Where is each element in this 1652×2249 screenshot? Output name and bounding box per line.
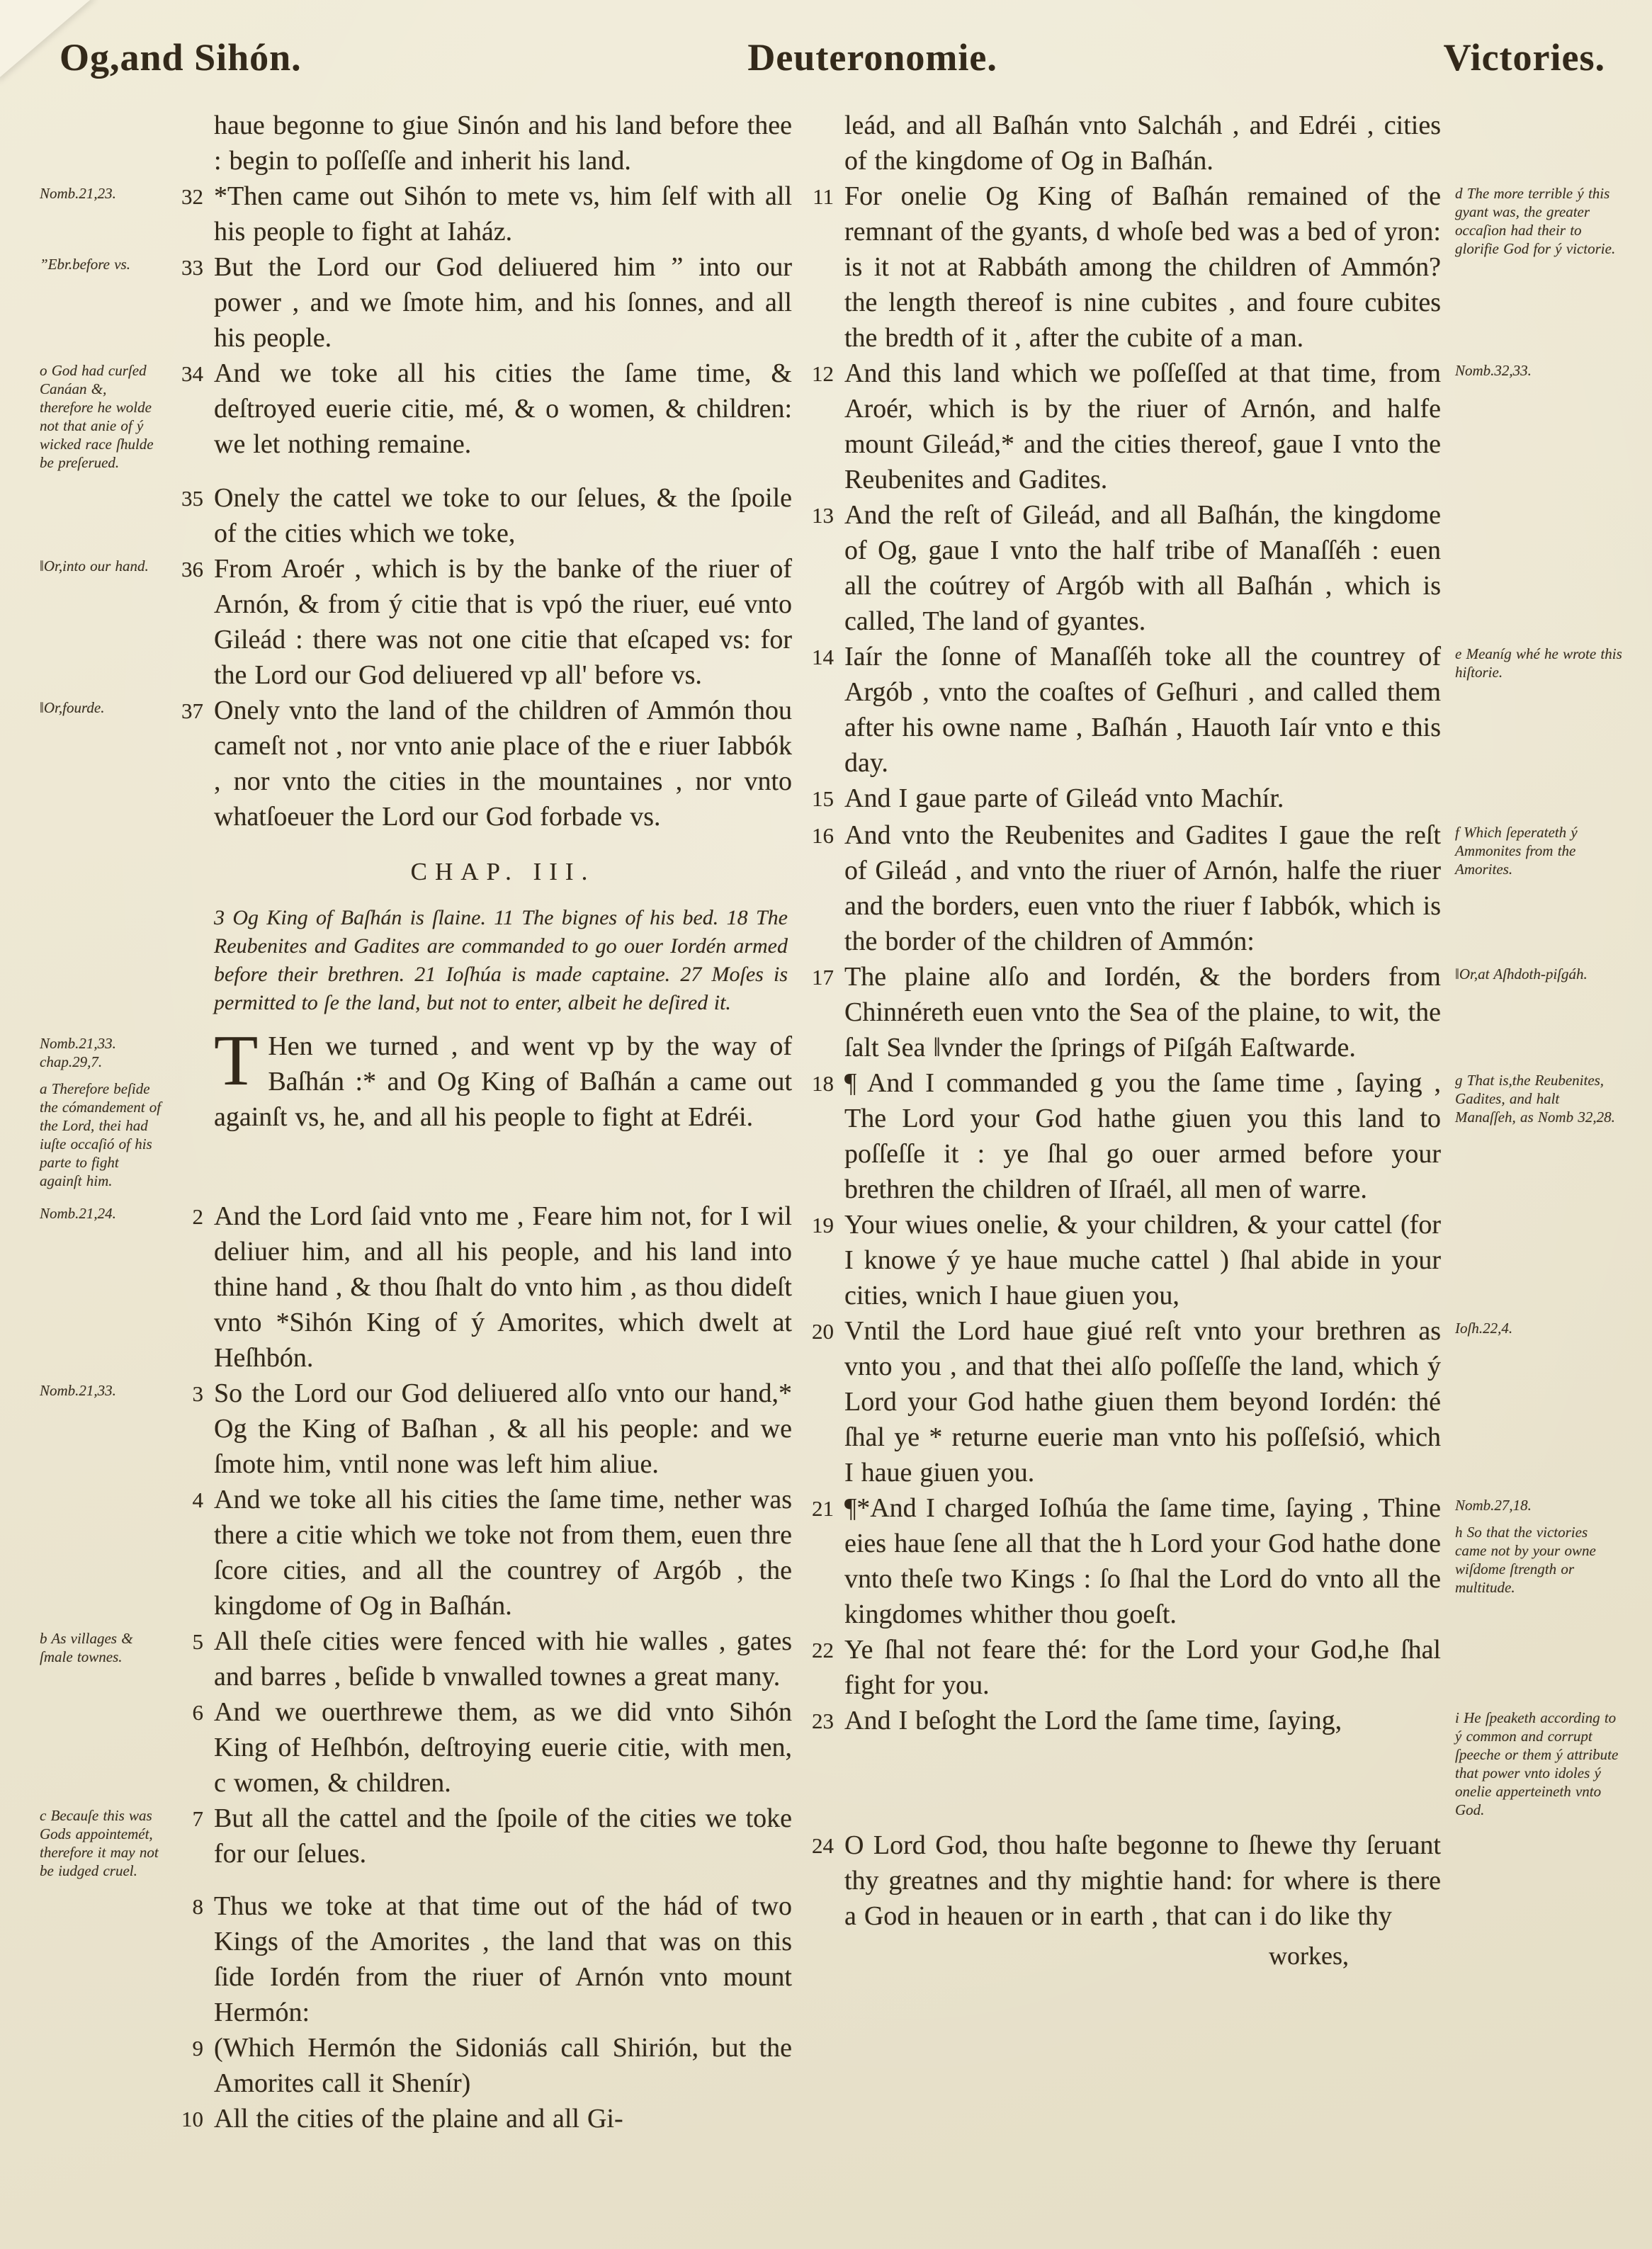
verse-body [173,1482,792,1624]
verse-number: 6 [192,1700,203,1725]
running-head-right: Victories. [1443,36,1605,79]
verse-body [173,179,792,249]
verse-block [37,179,792,249]
verse-number: 17 [812,965,834,990]
margin-note: b As villages & ſmale townes. [40,1630,133,1665]
verse-text: All theſe cities were fenced with hie walles , gates and barres , beſide b vnwalled townes a great many. [214,1626,792,1692]
chapter-heading: CHAP. III. [410,858,596,885]
margin-note-gutter [1445,959,1624,1065]
verse-body [803,179,1441,356]
verse-text: Iaír the ſonne of Manaſſéh toke all the countrey of Argób , vnto the coaſtes of Geſhuri , and called them after his owne name , Baſhán , Hauoth Iaír vnto e this day. [844,642,1441,778]
margin-note: ”Ebr.before vs. [40,256,130,273]
verse-body [173,108,792,179]
margin-note-gutter [37,1199,169,1376]
margin-note-gutter [37,249,169,356]
verse-number: 12 [812,361,834,386]
margin-note: i He ſpeaketh according to ý common and corrupt ſpeeche or them ý attribute that power vnto idoles ý onelie apperteineth vnto God. [1455,1709,1619,1818]
verse-body [803,1703,1441,1828]
verse-number: 37 [181,698,203,723]
verse [803,1065,1441,1207]
verse-block [803,356,1624,497]
drop-cap-initial: T [214,1021,259,1101]
verse-text: *Then came out Sihón to mete vs, him ſelf with all his people to fight at Iaház. [214,181,792,247]
margin-note-gutter [37,108,169,179]
verse-text: For onelie Og King of Baſhán remained of the remnant of the gyants, d whoſe bed was a bed of yron: is it not at Rabbáth among the children of Ammón? the length thereof is nine cubites , and foure cubites the bredth of it , after the cubite of a man. [844,181,1441,353]
verse-block [37,1801,792,1888]
para-block [803,108,1624,179]
verse-number: 13 [812,503,834,528]
margin-note-gutter [37,1801,169,1888]
verse-body [173,901,792,1029]
margin-note-gutter [37,480,169,551]
verse-body [803,1065,1441,1207]
verse [803,959,1441,1065]
verse-text: And we ouerthrewe them, as we did vnto Sihón King of Heſhbón, deſtroying euerie citie, with men, c women, & children. [214,1697,792,1798]
running-head [60,35,1605,79]
verse-text: From Aroér , which is by the banke of the riuer of Arnón, & from ý citie that is vpó the riuer, eué vnto Gileád : there was not one citie that eſcaped vs: for the Lord our God deliuered vp all' before vs. [214,554,792,690]
verse-body [803,1828,1441,1934]
verse-number: 9 [192,2036,203,2061]
verse-text: haue begonne to giue Sinón and his land before thee : begin to poſſeſſe and inherit his land. [214,111,792,176]
verse-text: T Hen we turned , and went vp by the way of Baſhán :* and Og King of Baſhán a came out againſt vs, he, and all his people to fight at Edréi. [214,1021,792,1132]
margin-note: f Which ſeperateth ý Ammonites from the Amorites. [1455,824,1578,878]
verse-block [803,1490,1624,1632]
chapter-block [37,834,792,901]
verse-text: Ye ſhal not feare thé: for the Lord your God,he ſhal fight for you. [844,1635,1441,1700]
margin-note: Nomb.21,24. [40,1205,116,1222]
verse-block [37,1624,792,1694]
verse-body [173,1376,792,1482]
verse-block [803,959,1624,1065]
verse-body [173,1694,792,1801]
margin-note: h So that the victories came not by your owne wiſdome ſtrength or multitude. [1455,1524,1596,1596]
verse-block [803,1828,1624,1934]
verse-text: Thus we toke at that time out of the hád of two Kings of the Amorites , the land that was on this ſide Iordén from the riuer of Arnón vnto mount Hermón: [214,1891,792,2027]
verse-block [37,2101,792,2138]
verse-number: 7 [192,1806,203,1831]
verse-block [37,249,792,356]
verse [173,693,792,834]
margin-note-gutter [1445,108,1624,179]
verse [803,1632,1441,1703]
verse-number: 20 [812,1319,834,1344]
verse-body [803,1313,1441,1490]
verse-body [173,1021,792,1199]
running-head-left: Og,and Sihón. [60,36,302,79]
margin-note-gutter [37,2030,169,2101]
verse-body [803,959,1441,1065]
verse-text: leád, and all Baſhán vnto Salcháh , and Edréi , cities of the kingdome of Og in Baſhán. [844,111,1441,176]
verse [173,1021,792,1135]
margin-note-gutter [1445,1632,1624,1703]
verse-body [173,693,792,834]
verse-number: 8 [192,1894,203,1919]
margin-note-gutter [37,179,169,249]
verse-body [173,249,792,356]
verse-body [173,1888,792,2030]
verse-text: O Lord God, thou haſte begonne to ſhewe thy ſeruant thy greatnes and thy mightie hand: for where is there a God in heauen or in earth , that can i do like thy [844,1830,1441,1931]
verse-block [803,639,1624,781]
verse-number [803,108,844,179]
margin-note-gutter [1445,781,1624,817]
left-column [37,108,792,2138]
verse-number: 5 [192,1629,203,1654]
verse-number: 23 [812,1709,834,1733]
verse-block [37,1021,792,1199]
verse-number: 11 [813,184,834,209]
verse-text: And I beſoght the Lord the ſame time, ſaying, [844,1706,1342,1735]
margin-note-gutter [37,1376,169,1482]
verse [803,356,1441,497]
verse [173,480,792,551]
margin-note: g That is,the Reubenites, Gadites, and halt Manaſſeh, as Nomb 32,28. [1455,1072,1615,1126]
verse-text: And I gaue parte of Gileád vnto Machír. [844,783,1284,813]
verse-number [173,1029,214,1135]
verse [173,1624,792,1694]
margin-note: Nomb.21,23. [40,185,116,202]
summary-block [37,901,792,1029]
margin-note: ‖Or,fourde. [40,699,105,716]
verse [173,249,792,356]
para-block [37,108,792,179]
margin-note-gutter [37,901,169,1029]
verse-number: 33 [181,255,203,280]
margin-note-gutter [1445,1065,1624,1207]
catchword: workes, [1269,1942,1349,1970]
verse-text: And the Lord ſaid vnto me , Feare him not, for I wil deliuer him, and all his people, and his land into thine hand , & thou ſhalt do vnto him , as thou dideſt vnto *Sihón King of ý Amorites, which dwelt at Heſhbón. [214,1201,792,1373]
right-column [803,108,1624,2138]
margin-note-gutter [37,2101,169,2138]
verse-block [37,1482,792,1624]
verse-block [37,1199,792,1376]
verse-number: 16 [812,823,834,848]
margin-note-gutter [37,1029,169,1199]
verse-block [37,693,792,834]
verse-number [173,108,214,179]
margin-note-gutter [1445,639,1624,781]
verse-text: All the cities of the plaine and all Gi- [214,2104,623,2134]
verse-body [173,2101,792,2138]
verse-block [803,1313,1624,1490]
verse-number: 22 [812,1638,834,1662]
verse-body [803,781,1441,817]
verse-block [803,781,1624,817]
verse-number: 18 [812,1071,834,1096]
verse-block [803,497,1624,639]
verse [173,2030,792,2101]
verse [803,1490,1441,1632]
verse-text: Your wiues onelie, & your children, & your cattel (for I knowe ý ye haue muche cattel ) ſhal abide in your cities, wnich I haue giuen you, [844,1210,1441,1310]
margin-note: Ioſh.22,4. [1455,1320,1513,1337]
margin-note-gutter [1445,1207,1624,1313]
verse [803,1828,1441,1934]
verse-block [803,1207,1624,1313]
verse-text: And we toke all his cities the ſame time, & deſtroyed euerie citie, mé, & o women, & children: we let nothing remaine. [214,358,792,459]
verse-block [37,1694,792,1801]
verse-number: 4 [192,1488,203,1512]
verse-body [173,551,792,693]
verse-block [37,2030,792,2101]
margin-note: Nomb.27,18. [1455,1497,1532,1514]
verse [803,639,1441,781]
margin-note-gutter [1445,1934,1624,1973]
verse-text: ¶ And I commanded g you the ſame time , ſaying , The Lord your God hathe giuen you this land to poſſeſſe it : ye ſhal go ouer armed before your brethren the children of Iſraél, all men of warre. [844,1068,1441,1204]
verse-number: 14 [812,645,834,669]
margin-note-gutter [37,1694,169,1801]
verse-body [173,1624,792,1694]
verse-text: The plaine alſo and Iordén, & the borders from Chinnéreth euen vnto the Sea of the plaine, to wit, the ſalt Sea ‖vnder the ſprings of Piſgáh Eaſtwarde. [844,962,1441,1063]
verse-body [803,356,1441,497]
verse-text: So the Lord our God deliuered alſo vnto our hand,* Og the King of Baſhan , & all his people: and we ſmote him, vntil none was left him aliue. [214,1378,792,1479]
verse-number: 19 [812,1213,834,1237]
verse-body [803,497,1441,639]
verse-body [173,2030,792,2101]
margin-note-gutter [1445,179,1624,356]
verse-block [803,179,1624,356]
verse [173,108,792,179]
margin-note: d The more terrible ý this gyant was, the greater occaſion had their to glorifie God for ý victorie. [1455,185,1616,257]
verse-text: Onely vnto the land of the children of Ammón thou cameſt not , nor vnto anie place of the e riuer Iabbók , nor vnto the cities in the mountaines , nor vnto whatſoeuer the Lord our God forbade vs. [214,696,792,832]
verse-number: 10 [181,2107,203,2131]
verse [173,1888,792,2030]
verse [803,817,1441,959]
margin-note-gutter [37,834,169,901]
page-body [37,108,1624,2138]
verse-body [803,1934,1441,1973]
margin-note-gutter [1445,497,1624,639]
verse-text: (Which Hermón the Sidoniás call Shirión, but the Amorites call it Shenír) [214,2033,792,2098]
verse [173,1694,792,1801]
margin-note-gutter [1445,356,1624,497]
margin-note: a Therefore beſide the cómandement of the Lord, thei had iuſte occaſió of his parte to fight againſt him. [40,1080,162,1189]
verse-text: And the reſt of Gileád, and all Baſhán, the kingdome of Og, gaue I vnto the half tribe of Manaſſéh : euen all the coútrey of Argób with all Baſhán , which is called, The land of gyantes. [844,500,1441,636]
verse-number: 36 [181,557,203,582]
verse-number: 34 [181,361,203,386]
margin-note-gutter [1445,817,1624,959]
verse-block [803,1703,1624,1828]
margin-note: Nomb.21,33. [40,1382,116,1399]
verse [803,108,1441,179]
margin-note: ‖Or,into our hand. [40,557,149,574]
verse [173,1482,792,1624]
margin-note-gutter [37,1888,169,2030]
verse-number: 32 [181,184,203,209]
verse-block [803,817,1624,959]
margin-note-gutter [37,1482,169,1624]
margin-note: e Meaníg whé he wrote this hiſtorie. [1455,645,1622,681]
verse-block [37,551,792,693]
margin-note-gutter [37,356,169,480]
margin-note: Nomb.21,33. chap.29,7. [40,1035,116,1070]
verse-text: ¶*And I charged Ioſhúa the ſame time, ſaying , Thine eies haue ſene all that the h Lord your God hathe done vnto theſe two Kings : ſo ſhal the Lord do vnto all the kingdomes whither thou goeſt. [844,1493,1441,1629]
verse-body [803,817,1441,959]
margin-note-gutter [37,1624,169,1694]
verse [803,497,1441,639]
verse-body [803,639,1441,781]
verse-text: And vnto the Reubenites and Gadites I gaue the reſt of Gileád , and vnto the riuer of Arnón, halfe the riuer and the borders, euen vnto the riuer f Iabbók, which is the border of the children of Ammón: [844,820,1441,956]
margin-note: ‖Or,at Aſhdoth-piſgáh. [1455,965,1588,982]
verse [173,179,792,249]
verse-block [37,1888,792,2030]
verse [803,1313,1441,1490]
verse [173,2101,792,2138]
margin-note-gutter [37,693,169,834]
verse-number: 3 [192,1381,203,1406]
verse [803,1207,1441,1313]
verse-block [37,1376,792,1482]
margin-note-gutter [1445,1828,1624,1934]
verse-number: 2 [192,1204,203,1229]
verse [173,551,792,693]
chapter-summary: 3 Og King of Baſhán is ſlaine. 11 The bignes of his bed. 18 The Reubenites and Gadites are commanded to go ouer Iordén armed before their brethren. 21 Ioſhúa is made captaine. 27 Moſes is permitted to ſe the land, but not to enter, albeit he deſired it. [214,906,788,1014]
verse-body [173,834,792,901]
running-head-center: Deuteronomie. [747,36,997,79]
catchword-block [803,1934,1624,1973]
verse-number: 15 [812,786,834,811]
margin-note: c Becauſe this was Gods appointemét, therefore it may not be iudged cruel. [40,1807,159,1879]
verse [173,356,792,462]
verse [173,1801,792,1871]
verse-body [803,1490,1441,1632]
verse-block [803,1065,1624,1207]
verse-text: But all the cattel and the ſpoile of the cities we toke for our ſelues. [214,1803,792,1869]
verse-body [173,1199,792,1376]
verse-body [173,1801,792,1888]
verse-body [803,1632,1441,1703]
verse-body [173,480,792,551]
verse-block [37,480,792,551]
verse-block [37,356,792,480]
margin-note: Nomb.32,33. [1455,362,1532,379]
verse [803,1703,1441,1740]
verse-text: But the Lord our God deliuered him ” into our power , and we ſmote him, and his ſonnes, and all his people. [214,252,792,353]
verse-number: 21 [812,1496,834,1521]
verse-number: 35 [181,486,203,511]
margin-note-gutter [1445,1490,1624,1632]
margin-note-gutter [1445,1703,1624,1828]
verse-body [803,108,1441,179]
verse-text: And this land which we poſſeſſed at that time, from Aroér, which is by the riuer of Arnón, and halfe mount Gileád,* and the cities thereof, gaue I vnto the Reubenites and Gadites. [844,358,1441,494]
margin-note: o God had curſed Canáan &, therefore he wolde not that anie of ý wicked race ſhulde be preſerued. [40,362,154,471]
verse [803,781,1441,817]
verse-body [173,356,792,480]
verse-number: 24 [812,1833,834,1858]
margin-note-gutter [37,551,169,693]
verse [803,179,1441,356]
verse [173,1199,792,1376]
verse-text: Onely the cattel we toke to our ſelues, & the ſpoile of the cities which we toke, [214,483,792,548]
margin-note-gutter [1445,1313,1624,1490]
verse-block [803,1632,1624,1703]
verse-body [803,1207,1441,1313]
verse [173,1376,792,1482]
verse-text: Vntil the Lord haue giué reſt vnto your brethren as vnto you , and that thei alſo poſſeſſe the land, which ý Lord your God hathe giuen them beyond Iordén: thé ſhal ye * returne euerie man vnto his poſſeſsió, which I haue giuen you. [844,1316,1441,1488]
verse-text: And we toke all his cities the ſame time, nether was there a citie which we toke not from them, euen thre ſcore cities, and all the countrey of Argób , the kingdome of Og in Baſhán. [214,1485,792,1621]
